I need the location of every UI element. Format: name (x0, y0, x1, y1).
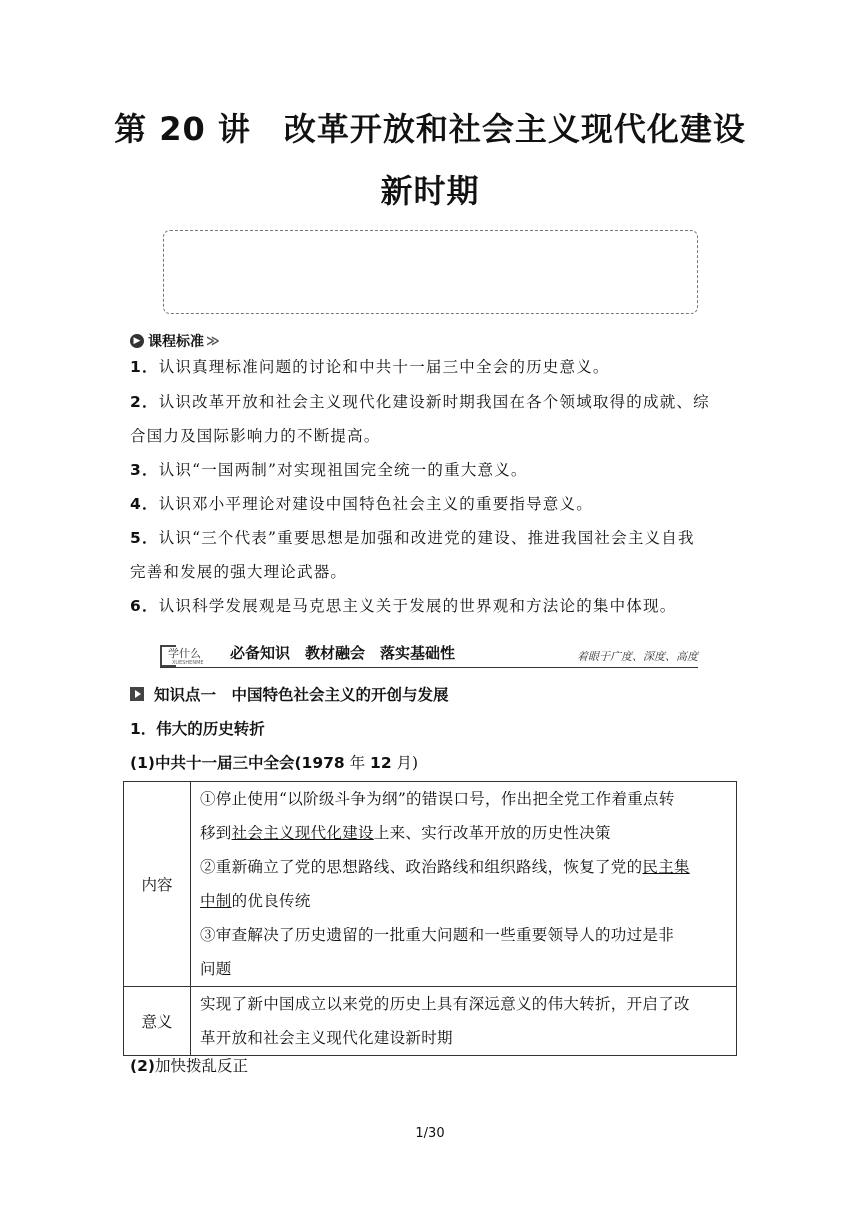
table-row (124, 987, 737, 1056)
row-key-content: 内容 (124, 782, 191, 987)
knowledge-point-heading: 知识点一 中国特色社会主义的开创与发展 (130, 683, 449, 705)
play-circle-icon: ▶ (130, 334, 144, 348)
row-value-significance: 实现了新中国成立以来党的历史上具有深远意义的伟大转折，开启了改 革开放和社会主义现代化建设新时期 (191, 987, 737, 1056)
row-value-content: ①停止使用“以阶级斗争为纲”的错误口号，作出把全党工作着重点转 移到社会主义现代化建设上来、实行改革开放的历史性决策 ②重新确立了党的思想路线、政治路线和组织路线，恢复了党的民主集 中制的优良传统 ③审查解决了历史遗留的一批重大问题和一些重要领导人的功过是非 问题 (191, 782, 737, 987)
standard-item-5-cont: 完善和发展的强大理论武器。 (130, 563, 348, 581)
subsection-heading-1: 1．伟大的历史转折 (130, 720, 265, 738)
standard-item-5: 5．认识“三个代表”重要思想是加强和改进党的建设、推进我国社会主义自我 (130, 529, 695, 547)
course-standards-label: 课程标准 (148, 334, 204, 350)
double-chevron-icon: ≫ (206, 333, 220, 349)
subsection-heading-1-1: (1)中共十一届三中全会(1978 年 12 月) (130, 754, 419, 772)
row-key-significance: 意义 (124, 987, 191, 1056)
banner-tagline: 着眼于广度、深度、高度 (577, 650, 698, 663)
standard-item-1: 1．认识真理标准问题的讨论和中共十一届三中全会的历史意义。 (130, 358, 610, 376)
standard-item-2: 2．认识改革开放和社会主义现代化建设新时期我国在各个领域取得的成就、综 (130, 393, 710, 411)
page-number: 1/30 (415, 1126, 445, 1141)
page-title-line2: 新时期 (380, 172, 480, 210)
triangle-box-icon (130, 687, 144, 701)
standard-item-6: 6．认识科学发展观是马克思主义关于发展的世界观和方法论的集中体现。 (130, 597, 677, 615)
subsection-heading-1-2: (2)加快拨乱反正 (130, 1057, 248, 1075)
section-banner (160, 641, 698, 668)
standard-item-2-cont: 合国力及国际影响力的不断提高。 (130, 427, 381, 445)
table-row (124, 782, 737, 987)
empty-dashed-box (163, 230, 698, 314)
xueshenme-logo: 学什么 XUESHENME (160, 643, 212, 667)
standard-item-4: 4．认识邓小平理论对建设中国特色社会主义的重要指导意义。 (130, 495, 593, 513)
course-standards-heading (130, 331, 220, 351)
page-title-line1: 第 20 讲 改革开放和社会主义现代化建设 (114, 110, 746, 148)
banner-title: 必备知识 教材融会 落实基础性 (230, 644, 456, 662)
content-table (123, 781, 737, 1056)
standard-item-3: 3．认识“一国两制”对实现祖国完全统一的重大意义。 (130, 461, 528, 479)
